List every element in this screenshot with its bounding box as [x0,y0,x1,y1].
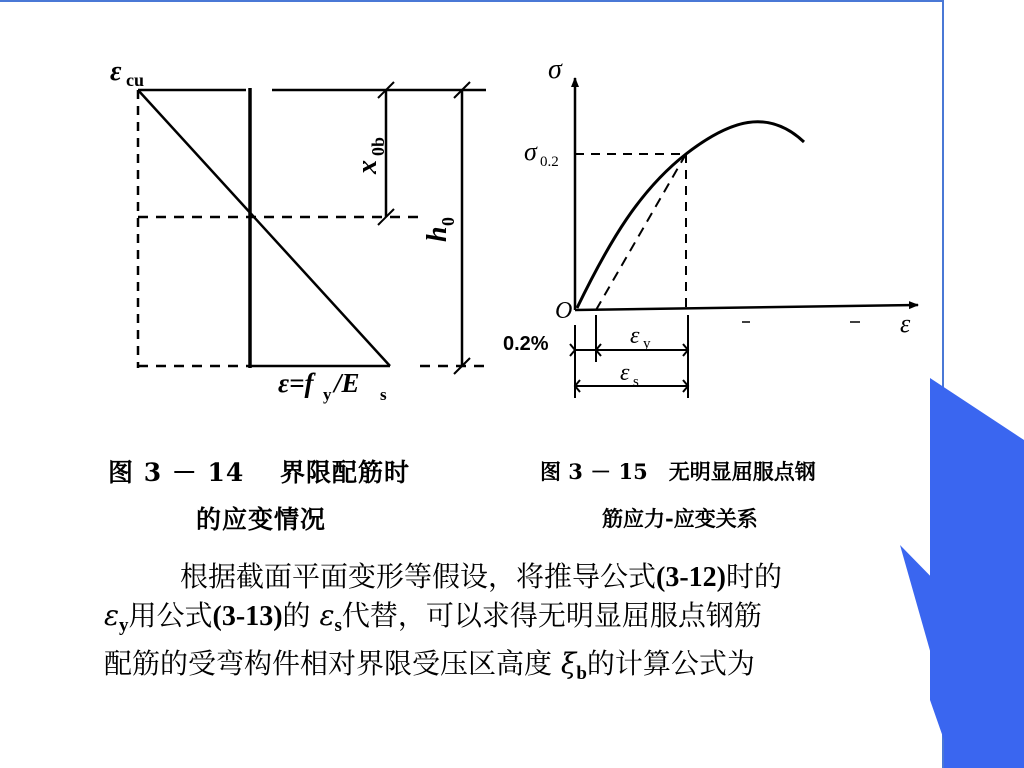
text-segment: 的 [282,599,320,632]
left-caption-line1: 图 3 － 14 界限配筋时 [108,458,411,487]
right-caption-line2: 筋应力-应变关系 [602,506,758,531]
symbol-subscript: y [119,615,129,636]
body-line-1 [104,558,944,597]
body-line-2 [104,597,944,645]
sigma-axis-label: σ [548,54,562,85]
left-caption-line2: 的应变情况 [196,505,327,534]
text-segment: 的计算公式为 [586,647,755,680]
offset-percent-label: 0.2% [503,333,549,355]
epsilon-cu-symbol: ε [110,56,122,87]
h0-subscript: 0 [438,217,458,226]
body-paragraph [104,558,944,693]
sigma02-subscript: 0.2 [540,154,559,170]
right-figure-labels [503,54,911,390]
left-figure-labels [110,56,458,404]
formula-ref: (3-12) [656,562,726,593]
text-segment: 根据截面平面变形等假设，将推导公式 [180,560,657,593]
eps-s-label: ε [620,360,630,386]
x0b-label: x [352,160,383,174]
text-segment: 时的 [726,560,783,593]
right-caption-line1: 图 3 － 15 无明显屈服点钢 [540,459,816,484]
es-subscript: s [380,385,387,404]
text-segment: 代替，可以求得无明显屈服点钢筋 [341,599,762,632]
body-line-3 [104,645,944,693]
symbol-subscript: s [334,615,342,636]
xi-symbol: ξ [560,647,577,680]
eps-y-label: ε [630,323,640,349]
epsilon-symbol: ε [104,599,120,632]
strain-diagonal [138,90,390,366]
over-es-label: /E [334,368,360,398]
sigma02-label: σ [524,137,537,166]
epsilon-axis-label: ε [900,309,911,338]
epsilon-axis [575,305,918,310]
eps-y-subscript: y [643,336,651,352]
fy-subscript: y [323,385,332,404]
formula-ref: (3-13) [212,601,283,632]
origin-label: O [555,298,573,324]
epsilon-cu-subscript: cu [126,70,144,90]
stress-strain-curve [577,122,804,308]
offset-dashed-line [596,154,686,310]
text-segment: 用公式 [128,599,213,632]
x0b-subscript: 0b [368,136,388,156]
text-segment: 配筋的受弯构件相对界限受压区高度 [104,647,561,680]
epsilon-fy-label: ε=f [278,368,314,398]
epsilon-symbol: ε [319,599,335,632]
symbol-subscript: b [576,663,587,684]
h0-label: h [422,226,453,242]
eps-s-subscript: s [633,374,639,390]
right-stress-strain-plot [570,78,918,398]
